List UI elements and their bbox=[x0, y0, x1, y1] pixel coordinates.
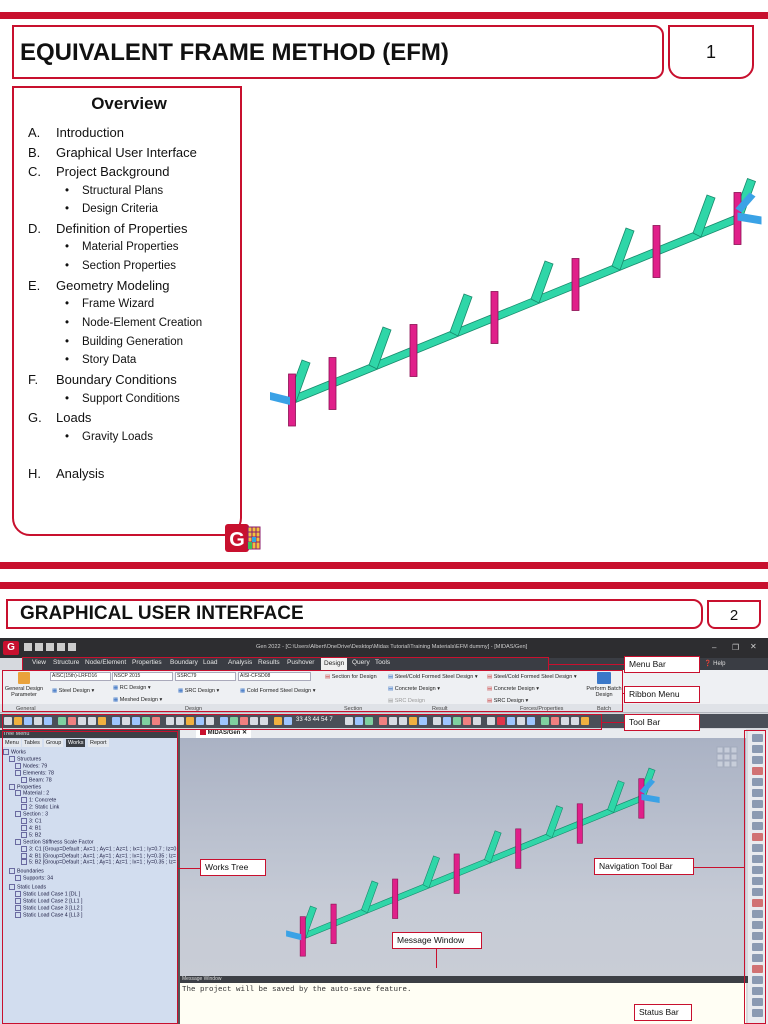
overview-subitem bbox=[52, 336, 183, 348]
slide1-top-bar bbox=[0, 12, 768, 19]
column bbox=[329, 358, 336, 410]
bullet: • bbox=[64, 335, 70, 348]
main-beam bbox=[303, 795, 642, 939]
steel-code-select[interactable]: AISC(15th)-LRFD16 bbox=[50, 672, 111, 681]
print-icon[interactable] bbox=[57, 643, 65, 651]
overview-panel bbox=[12, 86, 242, 536]
steel-design-icon: ▦ bbox=[52, 688, 58, 694]
ribbon-group-label: Batch bbox=[597, 706, 612, 712]
help-menu[interactable] bbox=[704, 660, 726, 667]
message-window-header: Message Window bbox=[180, 976, 748, 983]
cfs-code-select[interactable]: AISI-CFSD08 bbox=[238, 672, 311, 681]
column bbox=[331, 904, 336, 944]
menu-item-view[interactable]: View bbox=[32, 659, 46, 666]
bullet: • bbox=[64, 354, 70, 367]
navigation-pointer bbox=[694, 867, 744, 868]
result-src-design-button[interactable]: ▤ SRC Design bbox=[388, 698, 425, 704]
column bbox=[577, 804, 582, 844]
column bbox=[454, 854, 459, 894]
menu-item-boundary[interactable]: Boundary bbox=[170, 659, 198, 666]
undo-icon[interactable] bbox=[68, 643, 76, 651]
tree-node[interactable]: Material : 2 bbox=[15, 790, 49, 796]
overview-subitem-label: Frame Wizard bbox=[82, 298, 155, 311]
overview-item-letter: A. bbox=[28, 125, 41, 140]
column bbox=[572, 259, 579, 311]
overview-subitem bbox=[52, 203, 158, 215]
ribbon-highlight bbox=[2, 670, 623, 712]
tree-node[interactable]: Boundaries bbox=[9, 868, 44, 874]
overview-item bbox=[28, 372, 177, 387]
forces-src-icon: ▤ bbox=[487, 698, 493, 704]
bullet: • bbox=[64, 430, 70, 443]
slide2-top-bar bbox=[0, 582, 768, 589]
src-design-button[interactable]: ▦ SRC Design ▾ bbox=[178, 688, 220, 694]
overview-subitem-label: Support Conditions bbox=[82, 392, 180, 405]
section-for-design-button[interactable]: ▤ Section for Design bbox=[325, 674, 377, 680]
menu-item-structure[interactable]: Structure bbox=[53, 659, 80, 666]
status-bar-callout: Status Bar bbox=[634, 1004, 692, 1021]
overview-subitem-label: Section Properties bbox=[82, 260, 176, 273]
tree-node[interactable]: 4: B1 [Group=Default ; Ax=1 ; Ay=1 ; Az=1 ; Ix=1 ; Iy=0.35 ; Iz= bbox=[21, 853, 176, 859]
tree-menu-header: Tree Menu bbox=[0, 730, 178, 738]
end-support-left bbox=[286, 930, 301, 940]
menu-bar-callout: Menu Bar bbox=[624, 656, 700, 673]
rc-code-select[interactable]: NSCP 2015 bbox=[112, 672, 173, 681]
help-label: Help bbox=[713, 661, 726, 667]
tree-tab-works[interactable]: Works bbox=[68, 740, 84, 746]
overview-subitem-label: Material Properties bbox=[82, 241, 179, 254]
bullet: • bbox=[64, 241, 70, 254]
menu-item-results[interactable]: Results bbox=[258, 659, 280, 666]
tree-node[interactable]: 5: B2 bbox=[21, 832, 41, 838]
overview-subitem bbox=[52, 354, 136, 366]
overview-item-label: Loads bbox=[56, 410, 92, 426]
tree-node[interactable]: 2: Static Link bbox=[21, 804, 59, 810]
tree-node[interactable]: Properties bbox=[9, 784, 41, 790]
bullet: • bbox=[64, 260, 70, 273]
overview-item bbox=[28, 164, 169, 179]
meshed-design-icon: ▦ bbox=[113, 697, 119, 703]
ribbon-group-label: Result bbox=[432, 706, 448, 712]
overview-subitem-label: Gravity Loads bbox=[82, 430, 153, 443]
overview-subitem-label: Building Generation bbox=[82, 335, 184, 348]
new-file-icon[interactable] bbox=[24, 643, 32, 651]
menu-item-load[interactable]: Load bbox=[203, 659, 218, 666]
result-concrete-design-button[interactable]: ▤ Concrete Design ▾ bbox=[388, 686, 440, 692]
bullet: • bbox=[64, 317, 70, 329]
minimize-button[interactable]: – bbox=[712, 643, 717, 652]
message-window-pointer bbox=[436, 948, 437, 968]
tree-node[interactable]: Nodes: 79 bbox=[15, 763, 47, 769]
toolbar-value-field[interactable]: 33 43 44 54 7 bbox=[296, 717, 333, 723]
menu-item-properties[interactable]: Properties bbox=[132, 659, 162, 666]
forces-concrete-icon: ▤ bbox=[487, 686, 493, 692]
overview-title: Overview bbox=[91, 94, 167, 113]
result-steel-design-button[interactable]: ▤ Steel/Cold Formed Steel Design ▾ bbox=[388, 674, 478, 680]
toolbar-highlight bbox=[2, 714, 602, 730]
meshed-design-button[interactable]: ▦ Meshed Design ▾ bbox=[113, 697, 163, 703]
overview-subitem-label: Story Data bbox=[82, 354, 137, 367]
overview-item bbox=[28, 125, 124, 140]
overview-item bbox=[28, 145, 197, 160]
column bbox=[516, 829, 521, 869]
menu-item-tools[interactable]: Tools bbox=[375, 659, 391, 666]
src-design-icon: ▦ bbox=[178, 688, 184, 694]
restore-button[interactable]: ❐ bbox=[732, 643, 740, 652]
tree-tab-group[interactable]: Group bbox=[46, 740, 62, 746]
bullet: • bbox=[64, 392, 70, 405]
works-tree-highlight bbox=[2, 731, 178, 1024]
steel-design-button[interactable]: ▦ Steel Design ▾ bbox=[52, 688, 95, 694]
slide1-frame-model bbox=[262, 175, 762, 445]
menu-bar-pointer bbox=[549, 664, 624, 665]
tree-tab-menu[interactable]: Menu bbox=[5, 740, 19, 746]
overview-item-letter: D. bbox=[28, 220, 41, 236]
overview-subitem bbox=[52, 185, 163, 197]
help-icon: ❓ bbox=[704, 661, 712, 667]
overview-item-label: Graphical User Interface bbox=[56, 144, 197, 160]
overview-item-letter: E. bbox=[28, 277, 41, 293]
window-title: Gen 2022 - [C:\Users\Albert\OneDrive\Desktop\Midas Tutorial\Training Materials\EFM dummy] - [MIDAS/Gen] bbox=[256, 644, 528, 650]
slide1-page-number: 1 bbox=[668, 25, 754, 79]
overview-subitem-label: Node-Element Creation bbox=[82, 317, 203, 329]
tree-node[interactable]: Static Load Case 2 [LL1 ] bbox=[15, 898, 82, 904]
forces-concrete-design-button[interactable]: ▤ Concrete Design ▾ bbox=[487, 686, 539, 692]
overview-item-label: Geometry Modeling bbox=[56, 277, 170, 293]
menu-item-pushover[interactable]: Pushover bbox=[287, 659, 315, 666]
toolbar-pointer bbox=[602, 722, 624, 723]
close-button[interactable]: ✕ bbox=[750, 642, 757, 651]
cfs-design-icon: ▦ bbox=[240, 688, 246, 694]
overview-item bbox=[28, 221, 188, 236]
overview-item bbox=[28, 278, 169, 293]
menu-item-analysis[interactable]: Analysis bbox=[228, 659, 253, 666]
overview-item-letter: G. bbox=[28, 410, 42, 426]
tree-node[interactable]: Supports: 34 bbox=[15, 875, 53, 881]
overview-item-label: Project Background bbox=[56, 164, 170, 179]
message-window-callout: Message Window bbox=[392, 932, 482, 949]
tree-node[interactable]: 3: C1 bbox=[21, 818, 42, 824]
column bbox=[392, 879, 397, 919]
open-file-icon[interactable] bbox=[35, 643, 43, 651]
overview-subitem-label: Structural Plans bbox=[82, 184, 164, 197]
bullet: • bbox=[64, 184, 70, 197]
column bbox=[653, 226, 660, 278]
rc-design-button[interactable]: ▦ RC Design ▾ bbox=[113, 685, 151, 691]
tree-node[interactable]: Beam: 78 bbox=[21, 777, 52, 783]
overview-subitem bbox=[52, 431, 153, 443]
result-concrete-icon: ▤ bbox=[388, 686, 394, 692]
rc-design-icon: ▦ bbox=[113, 685, 119, 691]
main-beam bbox=[292, 215, 738, 405]
overview-item-label: Introduction bbox=[56, 125, 124, 140]
overview-item-letter: F. bbox=[28, 372, 39, 388]
ribbon-menu-callout: Ribbon Menu bbox=[624, 686, 700, 703]
tree-node[interactable]: Works bbox=[3, 749, 26, 755]
quick-access-toolbar[interactable] bbox=[24, 643, 92, 652]
menu-bar-highlight bbox=[22, 657, 549, 671]
overview-item bbox=[28, 410, 91, 425]
save-icon[interactable] bbox=[46, 643, 54, 651]
works-tree-callout: Works Tree bbox=[200, 859, 266, 876]
result-src-icon: ▤ bbox=[388, 698, 394, 704]
general-design-parameter-label: General Design Parameter bbox=[4, 686, 44, 698]
tree-tab-tables[interactable]: Tables bbox=[24, 740, 40, 746]
result-steel-icon: ▤ bbox=[388, 674, 394, 680]
overview-item-letter: B. bbox=[28, 144, 41, 160]
window-title-bar bbox=[0, 638, 768, 658]
app-logo-icon: G bbox=[3, 641, 19, 655]
slide2-title: GRAPHICAL USER INTERFACE bbox=[20, 603, 304, 624]
svg-text:G: G bbox=[229, 529, 245, 551]
tree-node[interactable]: Static Loads bbox=[9, 884, 46, 890]
forces-src-design-button[interactable]: ▤ SRC Design ▾ bbox=[487, 698, 529, 704]
ribbon-group-label: General bbox=[16, 706, 36, 712]
overview-subitem bbox=[52, 393, 180, 405]
overview-subitem-label: Design Criteria bbox=[82, 203, 159, 216]
tree-node[interactable]: Elements: 78 bbox=[15, 770, 54, 776]
overview-item-label: Definition of Properties bbox=[56, 220, 188, 236]
tree-node[interactable]: Static Load Case 4 [LL3 ] bbox=[15, 912, 82, 918]
view-cube-icon[interactable] bbox=[716, 746, 738, 768]
midas-gen-logo bbox=[224, 521, 262, 555]
navigation-tool-bar-callout: Navigation Tool Bar bbox=[594, 858, 694, 875]
src-code-select[interactable]: SSRC79 bbox=[175, 672, 236, 681]
overview-item-label: Boundary Conditions bbox=[56, 372, 177, 388]
overview-subitem bbox=[52, 298, 154, 310]
end-support-left bbox=[270, 392, 290, 405]
menu-item-query[interactable]: Query bbox=[352, 659, 370, 666]
tree-node[interactable]: 5: B2 [Group=Default ; Ax=1 ; Ay=1 ; Az=1 ; Ix=1 ; Iy=0.35 ; Iz= bbox=[21, 859, 176, 865]
column bbox=[491, 292, 498, 344]
overview-item bbox=[28, 466, 104, 481]
tree-node[interactable]: 1: Concrete bbox=[21, 797, 56, 803]
message-text: The project will be saved by the auto-save feature. bbox=[182, 986, 412, 994]
column bbox=[410, 325, 417, 377]
menu-item-node-element[interactable]: Node/Element bbox=[85, 659, 127, 666]
ribbon-group-label: Section bbox=[344, 706, 363, 712]
overview-item-letter: C. bbox=[28, 164, 41, 179]
slide2-page-number: 2 bbox=[707, 600, 761, 629]
perform-batch-design-label: Perform Batch Design bbox=[586, 686, 622, 698]
ribbon-group-label: Design bbox=[185, 706, 203, 712]
overview-subitem bbox=[52, 241, 179, 253]
tree-node[interactable]: Structures bbox=[9, 756, 41, 762]
overview-subitem bbox=[52, 260, 176, 272]
tool-bar-callout: Tool Bar bbox=[624, 714, 700, 731]
slide1-bottom-bar bbox=[0, 562, 768, 569]
overview-item-letter: H. bbox=[28, 465, 41, 481]
overview-subitem bbox=[52, 317, 202, 329]
tree-node[interactable]: Static Load Case 3 [LL2 ] bbox=[15, 905, 82, 911]
forces-steel-icon: ▤ bbox=[487, 674, 493, 680]
overview-item-label: Analysis bbox=[56, 465, 105, 481]
works-tree-pointer bbox=[178, 868, 200, 869]
midas-gen-view-tab[interactable]: MIDAS/Gen ✕ bbox=[196, 729, 251, 738]
view-tab-logo-icon bbox=[200, 729, 206, 735]
ribbon-group-label: Forces/Properties bbox=[520, 706, 564, 712]
bullet: • bbox=[64, 203, 70, 216]
tree-tab-report[interactable]: Report bbox=[90, 740, 107, 746]
slide1-title: EQUIVALENT FRAME METHOD (EFM) bbox=[20, 39, 449, 66]
section-design-icon: ▤ bbox=[325, 674, 331, 680]
forces-steel-design-button[interactable]: ▤ Steel/Cold Formed Steel Design ▾ bbox=[487, 674, 577, 680]
navigation-bar-highlight bbox=[744, 730, 766, 1024]
bullet: • bbox=[64, 298, 70, 311]
tree-node[interactable]: Static Load Case 1 [DL ] bbox=[15, 891, 80, 897]
tree-node[interactable]: 4: B1 bbox=[21, 825, 41, 831]
tree-node[interactable]: Section Stiffness Scale Factor bbox=[15, 839, 94, 845]
menu-item-design[interactable]: Design bbox=[321, 658, 347, 670]
cold-formed-steel-design-button[interactable]: ▦ Cold Formed Steel Design ▾ bbox=[240, 688, 316, 694]
tree-node[interactable]: Section : 3 bbox=[15, 811, 48, 817]
tree-node[interactable]: 3: C1 [Group=Default ; Ax=1 ; Ay=1 ; Az=1 ; Ix=1 ; Iy=0.7 ; Iz=0 bbox=[21, 846, 176, 852]
